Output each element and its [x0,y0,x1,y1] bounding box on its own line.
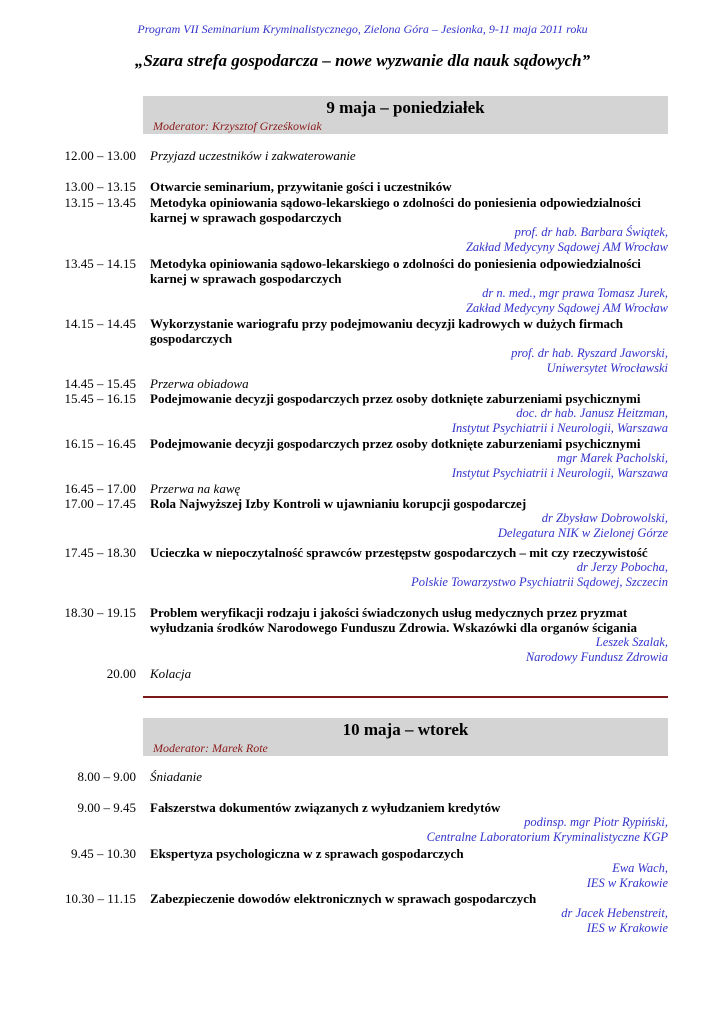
session-content [150,605,668,665]
session-time: 16.15 – 16.45 [64,436,136,451]
session-title: Problem weryfikacji rodzaju i jakości świadczonych usług medycznych przez pryzmat wyłudzania środków Narodowego Funduszu Zdrowia. Wskazówki dla organów ścigania [150,605,637,635]
session-title: Przerwa na kawę [150,481,241,496]
session-time: 16.45 – 17.00 [64,481,136,496]
session-time: 9.00 – 9.45 [77,800,136,815]
session-title: Podejmowanie decyzji gospodarczych przez osoby dotknięte zaburzeniami psychicznymi [150,391,641,406]
session-time: 15.45 – 16.15 [64,391,136,406]
program-header: Program VII Seminarium Kryminalistycznego, Zielona Góra – Jesionka, 9-11 maja 2011 roku [137,22,588,36]
speaker-name: prof. dr hab. Barbara Świątek, [514,225,668,239]
session-content [150,316,668,376]
speaker-affiliation: Instytut Psychiatrii i Neurologii, Warszawa [451,421,668,435]
session-content [150,376,668,391]
session-content [150,179,668,194]
session-title: Metodyka opiniowania sądowo-lekarskiego o zdolności do poniesienia odpowiedzialności karnej w sprawach gospodarczych [150,256,641,286]
speaker-affiliation: IES w Krakowie [586,921,668,935]
session-time: 14.45 – 15.45 [64,376,136,391]
session-title: Przerwa obiadowa [150,376,249,391]
session-content [150,481,668,496]
session-title: Fałszerstwa dokumentów związanych z wyłudzaniem kredytów [150,800,501,815]
session-content [150,148,668,163]
moderator-label: Moderator: Krzysztof Grześkowiak [153,119,322,133]
speaker-affiliation: Polskie Towarzystwo Psychiatrii Sądowej, Szczecin [411,575,668,589]
speaker-name: dr Jacek Hebenstreit, [561,906,668,920]
speaker-name: dr Jerzy Pobocha, [576,560,668,574]
day-header-9-may [143,96,668,134]
speaker-affiliation: Zakład Medycyny Sądowej AM Wrocław [465,240,668,254]
speaker-name: doc. dr hab. Janusz Heitzman, [516,406,668,420]
seminar-title: „Szara strefa gospodarcza – nowe wyzwanie dla nauk sądowych” [134,51,591,70]
speaker-affiliation: Instytut Psychiatrii i Neurologii, Warszawa [451,466,668,480]
session-title: Otwarcie seminarium, przywitanie gości i uczestników [150,179,452,194]
speaker-affiliation: Zakład Medycyny Sądowej AM Wrocław [465,301,668,315]
session-title: Podejmowanie decyzji gospodarczych przez osoby dotknięte zaburzeniami psychicznymi [150,436,641,451]
session-title: Przyjazd uczestników i zakwaterowanie [150,148,356,163]
session-content [150,391,668,436]
speaker-name: podinsp. mgr Piotr Rypiński, [524,815,668,829]
session-content [150,769,668,784]
session-content [150,666,668,681]
section-divider [143,696,668,698]
speaker-affiliation: Uniwersytet Wrocławski [546,361,668,375]
session-title: Śniadanie [150,769,202,784]
day-header-10-may [143,718,668,756]
session-time: 8.00 – 9.00 [77,769,136,784]
session-time: 14.15 – 14.45 [64,316,136,331]
speaker-affiliation: Delegatura NIK w Zielonej Górze [497,526,668,540]
day-title: 10 maja – wtorek [342,720,469,739]
session-content [150,256,668,316]
session-time: 10.30 – 11.15 [64,891,136,906]
speaker-affiliation: Narodowy Fundusz Zdrowia [525,650,668,664]
speaker-affiliation: IES w Krakowie [586,876,668,890]
session-time: 12.00 – 13.00 [64,148,136,163]
session-content [150,800,668,845]
session-time: 17.45 – 18.30 [64,545,136,560]
session-time: 17.00 – 17.45 [64,496,136,511]
session-content [150,195,668,255]
session-title: Rola Najwyższej Izby Kontroli w ujawnianiu korupcji gospodarczej [150,496,527,511]
session-time: 13.45 – 14.15 [64,256,136,271]
session-time: 13.15 – 13.45 [64,195,136,210]
session-content [150,545,668,590]
session-title: Ekspertyza psychologiczna w z sprawach gospodarczych [150,846,464,861]
session-title: Zabezpieczenie dowodów elektronicznych w sprawach gospodarczych [150,891,537,906]
speaker-name: Leszek Szalak, [595,635,668,649]
moderator-label: Moderator: Marek Rote [153,741,268,755]
session-content [150,846,668,891]
session-time: 18.30 – 19.15 [64,605,136,620]
speaker-name: mgr Marek Pacholski, [557,451,668,465]
session-title: Kolacja [150,666,192,681]
session-content [150,891,668,936]
session-content [150,496,668,541]
session-title: Wykorzystanie wariografu przy podejmowaniu decyzji kadrowych w dużych firmach gospodarczych [150,316,624,346]
session-content [150,436,668,481]
session-title: Metodyka opiniowania sądowo-lekarskiego o zdolności do poniesienia odpowiedzialności karnej w sprawach gospodarczych [150,195,641,225]
speaker-affiliation: Centralne Laboratorium Kryminalistyczne KGP [426,830,668,844]
speaker-name: dr n. med., mgr prawa Tomasz Jurek, [482,286,668,300]
speaker-name: dr Zbysław Dobrowolski, [541,511,668,525]
day-title: 9 maja – poniedziałek [326,98,485,117]
session-time: 13.00 – 13.15 [64,179,136,194]
session-time: 9.45 – 10.30 [71,846,136,861]
speaker-name: prof. dr hab. Ryszard Jaworski, [511,346,668,360]
session-time: 20.00 [106,666,136,681]
speaker-name: Ewa Wach, [612,861,668,875]
session-title: Ucieczka w niepoczytalność sprawców przestępstw gospodarczych – mit czy rzeczywistość [150,545,648,560]
